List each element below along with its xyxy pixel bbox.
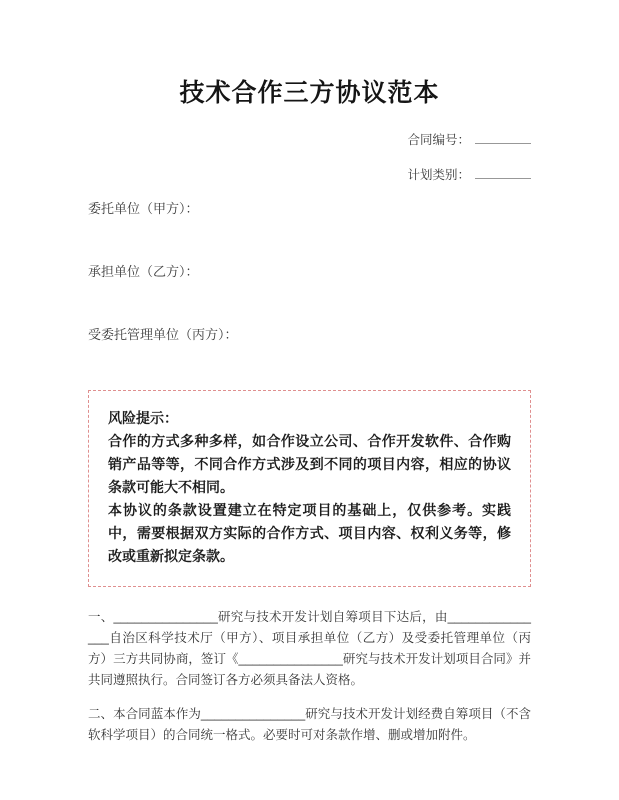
party-a-label: 委托单位（甲方）： [88,201,199,216]
risk-notice-paragraph: 本协议的条款设置建立在特定项目的基础上，仅供参考。实践中，需要根据双方实际的合作方式、项目内容、权利义务等，修改或重新拟定条款。 [108,502,511,564]
contract-number-blank [475,131,531,144]
risk-notice-box [88,390,531,587]
contract-number-label: 合同编号： [407,133,470,147]
contract-document [88,0,531,746]
contract-number-row [88,131,531,148]
plan-category-blank [475,166,531,179]
document-title: 技术合作三方协议范本 [179,79,440,107]
party-c-label: 受委托管理单位（丙方）： [88,327,238,342]
party-b-label: 承担单位（乙方）： [88,264,199,279]
plan-category-label: 计划类别： [407,168,470,182]
clause-2: 二、本合同蓝本作为_______________研究与技术开发计划经费自筹项目（不含软科学项目）的合同统一格式。必要时可对条款作增、删或增加附件。 [88,707,531,742]
risk-notice-paragraph: 合作的方式多种多样，如合作设立公司、合作开发软件、合作购销产品等等，不同合作方式涉及到不同的项目内容，相应的协议条款可能大不相同。 [108,433,511,495]
clauses-section [88,607,531,746]
risk-notice-heading: 风险提示： [108,410,178,426]
parties-section [88,201,531,343]
plan-category-row [88,166,531,183]
clause-1: 一、_______________研究与技术开发计划自筹项目下达后，由_______________自治区科学技术厅（甲方）、项目承担单位（乙方）及受委托管理单位（丙方）三方共同协商，签订《_______________研究与技术开发计划项目合同》并共同遵照执行。合同签订各方必须具备法人资格。 [88,610,531,687]
meta-fields [88,131,531,183]
